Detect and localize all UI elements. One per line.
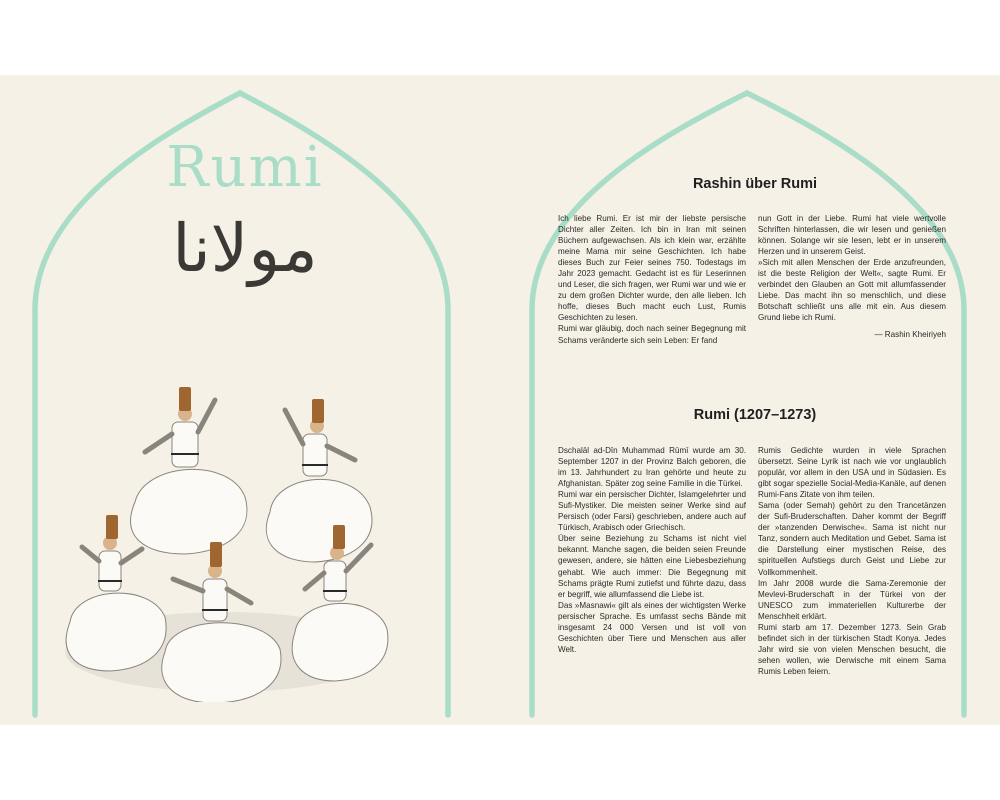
section1-column-right (758, 213, 946, 341)
dervishes-illustration (50, 352, 400, 702)
paragraph: Rumis Gedichte wurden in viele Sprachen übersetzt. Seine Lyrik ist nach wie vor unglaublich populär, vor allem in den USA und in Südasien. Es gibt sogar spezielle Social-Media-Kanäle, auf denen Rumi-Fans Zitate von ihm teilen. (758, 446, 946, 500)
dervish-figure (266, 399, 372, 562)
paragraph: »Sich mit allen Menschen der Erde anzufreunden, ist die beste Religion der Welt«, sagte Rumi. Er verbindet den Glauben an Gott mit allumfassender Liebe. Das macht ihn so menschlich, und diese Botschaft schließt uns alle mit ein. Aus diesem Grund liebe ich Rumi. (758, 258, 946, 323)
page-title: Rumi (166, 135, 324, 200)
paragraph: Rumi starb am 17. Dezember 1273. Sein Grab befindet sich in der türkischen Stadt Konya. Jedes Jahr wird sie von vielen Menschen besucht, die sehen wollen, wie Derwische mit einem Sama Rumis Leben feiern. (758, 622, 946, 676)
section-heading-biography: Rumi (1207–1273) (693, 407, 817, 423)
signature: — Rashin Kheiriyeh (874, 330, 946, 340)
dervish-figure (131, 387, 247, 554)
paragraph: Dschalāl ad-Dīn Muhammad Rūmī wurde am 30. September 1207 in der Provinz Balch geboren, die im 13. Jahrhundert zu Iran gehörte und heute zu Afghanistan. Später zog seine Familie in die Türkei. (558, 446, 746, 489)
paragraph: Im Jahr 2008 wurde die Sama-Zeremonie der Mevlevi-Bruderschaft in der Türkei von der UNESCO zum immateriellen Kulturerbe der Menschheit erklärt. (758, 578, 946, 621)
book-spread (0, 75, 1000, 725)
section2-column-left (558, 445, 746, 655)
paragraph: Rumi war ein persischer Dichter, Islamgelehrter und Sufi-Mystiker. Die meisten seiner Werke sind auf Persisch (oder Farsi) geschrieben, andere auch auf Türkisch, Arabisch oder Griechisch. (558, 490, 746, 533)
section2-column-right (758, 445, 946, 677)
paragraph: Sama (oder Semah) gehört zu den Trancetänzen der Sufi-Bruderschaften. Daher kommt der Begriff der »tanzenden Derwische«. Sama ist nicht nur Tanz, sondern auch Meditation und Gebet. Sama ist die Darstellung einer mystischen Reise, des spirituellen Aufstiegs durch Geist und Liebe zur Vollkommenheit. (758, 501, 946, 577)
paragraph: Das »Masnawi« gilt als eines der wichtigsten Werke persischer Sprache. Es umfasst sechs Bände mit insgesamt 24 000 Versen und ist voll von Geschichten über Tiere und Menschen aus aller Welt. (558, 600, 746, 654)
section-heading-rashin: Rashin über Rumi (692, 176, 818, 192)
paragraph: nun Gott in der Liebe. Rumi hat viele wertvolle Schriften hinterlassen, die wir lesen und genießen können. Solange wir sie lesen, lebt er in unserem Herzen und in unserem Geist. (758, 214, 946, 257)
arabic-calligraphy: مولانا (172, 210, 318, 287)
section1-column-left (558, 213, 746, 346)
paragraph: Über seine Beziehung zu Schams ist nicht viel bekannt. Manche sagen, die beiden seien Freunde gewesen, andere, sie hätten eine Liebesbeziehung gehabt. Wie auch immer: Die Begegnung mit Schams prägte Rumi zutiefst und führte dazu, dass er begriff, wie allumfassend die Liebe ist. (558, 534, 746, 599)
paragraph: Rumi war gläubig, doch nach seiner Begegnung mit Schams veränderte sich sein Leben: Er fand (558, 324, 746, 345)
paragraph: Ich liebe Rumi. Er ist mir der liebste persische Dichter aller Zeiten. Ich bin in Iran mit seinen Büchern aufgewachsen. Als ich klein war, erzählte meine Mama mir seine Geschichten. Ich habe dieses Buch zur Feier seines 750. Todestags im Jahr 2023 gemacht. Gedacht ist es für Leserinnen und Leser, die sich fragen, wer Rumi war und wie er zu dem großen Dichter wurde, den alle lieben. Ich hoffe, dieses Buch macht euch Lust, Rumis Geschichten zu lesen. (558, 214, 746, 323)
